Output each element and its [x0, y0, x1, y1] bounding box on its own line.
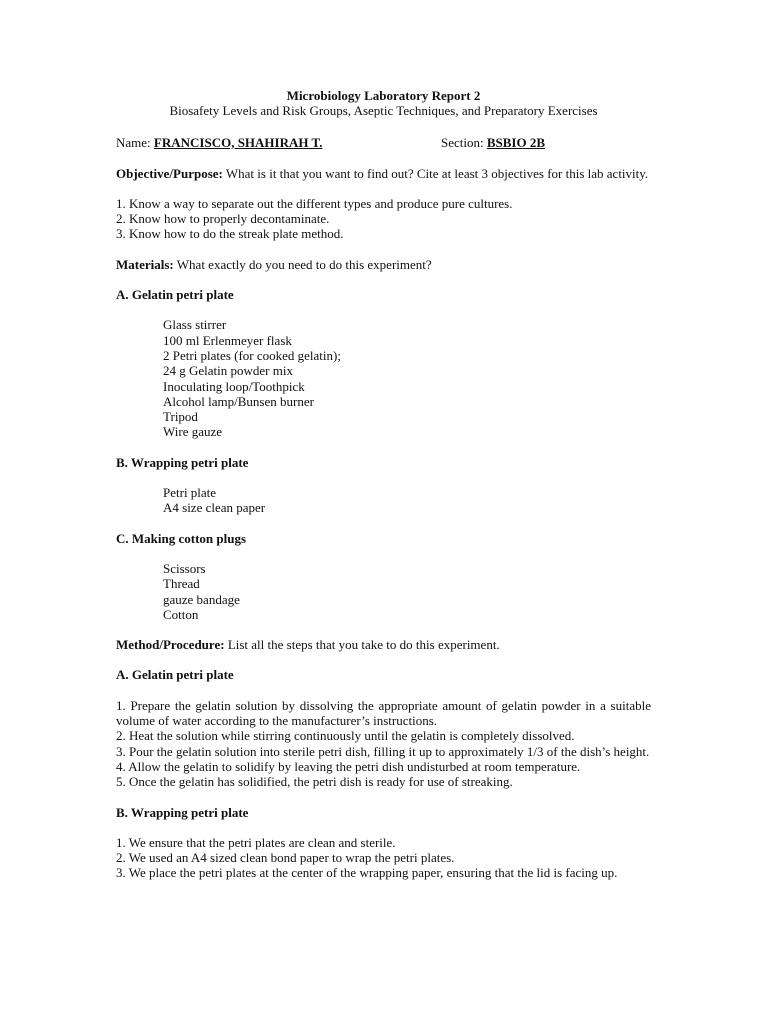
materials-section-heading: C. Making cotton plugs: [116, 530, 247, 546]
list-item: Tripod: [163, 409, 198, 425]
method-paragraph: [116, 637, 651, 652]
materials-prompt: What exactly do you need to do this experiment?: [173, 256, 432, 272]
list-item: Inoculating loop/Toothpick: [163, 378, 305, 394]
method-step: 1. We ensure that the petri plates are clean and sterile.: [116, 834, 396, 850]
method-step: 3. We place the petri plates at the center of the wrapping paper, ensuring that the lid is facing up.: [116, 865, 618, 881]
name-field: [116, 135, 322, 150]
materials-paragraph: [116, 257, 651, 272]
list-item: Cotton: [163, 606, 199, 622]
method-section-heading: B. Wrapping petri plate: [116, 804, 249, 820]
section-label: Section:: [441, 134, 484, 150]
list-item: Wire gauze: [163, 424, 223, 440]
student-info-row: [116, 135, 651, 151]
method-steps: [116, 835, 651, 881]
list-item: gauze bandage: [163, 591, 240, 607]
materials-list: [116, 485, 651, 516]
materials-list: [116, 317, 651, 439]
list-item: Alcohol lamp/Bunsen burner: [163, 393, 314, 409]
materials-list: [116, 561, 651, 622]
list-item: 100 ml Erlenmeyer flask: [163, 332, 292, 348]
method-step: 2. Heat the solution while stirring continuously until the gelatin is completely dissolved.: [116, 728, 575, 744]
method-step: 4. Allow the gelatin to solidify by leaving the petri dish undisturbed at room temperature.: [116, 758, 581, 774]
objective-paragraph: [116, 166, 651, 181]
method-prompt: List all the steps that you take to do this experiment.: [224, 637, 500, 653]
objective-item: 3. Know how to do the streak plate method.: [116, 226, 344, 242]
method-steps: [116, 698, 651, 790]
name-label: Name:: [116, 134, 151, 150]
list-item: Scissors: [163, 560, 206, 576]
objective-item: 2. Know how to properly decontaminate.: [116, 211, 330, 227]
document-content: [116, 88, 651, 881]
method-step: 1. Prepare the gelatin solution by dissolving the appropriate amount of gelatin powder in a suitable volume of water according to the manufacturer’s instructions.: [116, 697, 651, 729]
objective-prompt: What is it that you want to find out? Cite at least 3 objectives for this lab activity.: [222, 165, 649, 181]
method-step: 3. Pour the gelatin solution into sterile petri dish, filling it up to approximately 1/3 of the dish’s height.: [116, 743, 650, 759]
method-step: 2. We used an A4 sized clean bond paper to wrap the petri plates.: [116, 850, 455, 866]
list-item: Thread: [163, 576, 200, 592]
report-title: Microbiology Laboratory Report 2: [286, 88, 481, 103]
list-item: A4 size clean paper: [163, 500, 266, 516]
method-section-heading: A. Gelatin petri plate: [116, 667, 234, 683]
name-value: FRANCISCO, SHAHIRAH T.: [153, 134, 323, 150]
list-item: Petri plate: [163, 485, 217, 501]
list-item: 24 g Gelatin powder mix: [163, 363, 293, 379]
list-item: 2 Petri plates (for cooked gelatin);: [163, 347, 341, 363]
materials-section-heading: A. Gelatin petri plate: [116, 287, 234, 303]
list-item: Glass stirrer: [163, 317, 227, 333]
section-value: BSBIO 2B: [486, 134, 546, 150]
materials-section-heading: B. Wrapping petri plate: [116, 454, 249, 470]
objective-label: Objective/Purpose:: [116, 165, 223, 181]
objective-item: 1. Know a way to separate out the different types and produce pure cultures.: [116, 195, 513, 211]
method-label: Method/Procedure:: [116, 637, 225, 653]
report-subtitle: Biosafety Levels and Risk Groups, Aseptic Techniques, and Preparatory Exercises: [169, 103, 598, 119]
section-field: [441, 135, 545, 150]
method-step: 5. Once the gelatin has solidified, the petri dish is ready for use of streaking.: [116, 774, 513, 790]
materials-label: Materials:: [116, 256, 174, 272]
